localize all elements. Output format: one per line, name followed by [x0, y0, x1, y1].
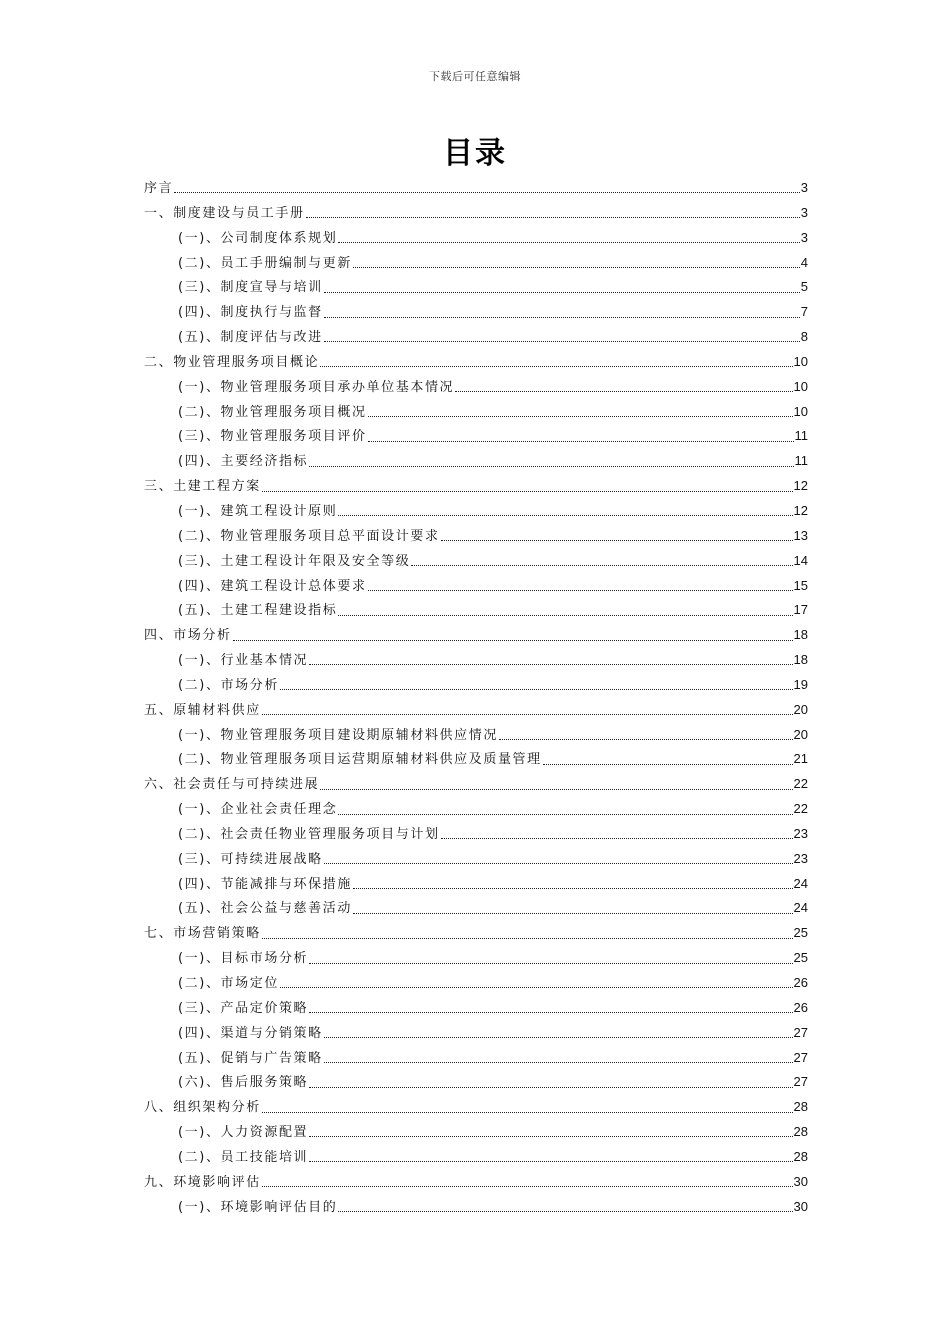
toc-entry-text: (一)、环境影响评估目的 [178, 1199, 338, 1215]
toc-entry-text: (三)、土建工程设计年限及安全等级 [178, 553, 411, 569]
dot-leader [324, 1026, 793, 1040]
toc-section-entry[interactable] [144, 300, 808, 325]
toc-page-number: 28 [793, 1124, 808, 1140]
toc-page-number: 27 [793, 1049, 808, 1065]
dot-leader [368, 430, 794, 444]
dot-leader [262, 1175, 793, 1189]
toc-section-entry[interactable] [144, 524, 808, 549]
toc-page-number: 10 [793, 403, 808, 419]
toc-page-number: 30 [793, 1173, 808, 1189]
toc-page-number: 12 [793, 502, 808, 518]
dot-leader [338, 1200, 792, 1214]
toc-entry-text: (一)、行业基本情况 [178, 653, 309, 669]
dot-leader [320, 355, 792, 369]
dot-leader [309, 1076, 792, 1090]
toc-chapter-entry[interactable] [144, 623, 808, 648]
toc-chapter-entry[interactable] [144, 176, 808, 201]
toc-chapter-entry[interactable] [144, 698, 808, 723]
toc-page-number: 24 [793, 900, 808, 916]
dot-leader [338, 231, 799, 245]
toc-page-number: 21 [793, 751, 808, 767]
toc-entry-text: (五)、社会公益与慈善活动 [178, 901, 352, 917]
dot-leader [338, 604, 792, 618]
dot-leader [309, 952, 792, 966]
toc-section-entry[interactable] [144, 1195, 808, 1220]
toc-entry-text: 八、组织架构分析 [144, 1100, 261, 1116]
dot-leader [338, 803, 792, 817]
toc-chapter-entry[interactable] [144, 201, 808, 226]
toc-entry-text: (一)、物业管理服务项目建设期原辅材料供应情况 [178, 727, 498, 743]
toc-entry-text: (五)、促销与广告策略 [178, 1050, 323, 1066]
dot-leader [174, 181, 800, 195]
toc-entry-text: (二)、员工技能培训 [178, 1149, 309, 1165]
toc-chapter-entry[interactable] [144, 1095, 808, 1120]
toc-section-entry[interactable] [144, 325, 808, 350]
toc-section-entry[interactable] [144, 847, 808, 872]
toc-page-number: 27 [793, 1024, 808, 1040]
dot-leader [324, 1051, 793, 1065]
toc-page-number: 22 [793, 776, 808, 792]
toc-page-number: 19 [793, 676, 808, 692]
toc-page-number: 26 [793, 975, 808, 990]
toc-chapter-entry[interactable] [144, 921, 808, 946]
toc-chapter-entry[interactable] [144, 350, 808, 375]
toc-section-entry[interactable] [144, 449, 808, 474]
dot-leader [499, 728, 793, 742]
toc-entry-text: (四)、建筑工程设计总体要求 [178, 578, 367, 594]
toc-entry-text: 四、市场分析 [144, 628, 232, 644]
dot-leader [441, 827, 793, 841]
toc-section-entry[interactable] [144, 747, 808, 772]
dot-leader [353, 256, 800, 270]
toc-page-number: 14 [793, 552, 808, 568]
toc-entry-text: (二)、员工手册编制与更新 [178, 255, 352, 271]
toc-entry-text: (二)、物业管理服务项目运营期原辅材料供应及质量管理 [178, 752, 542, 768]
toc-entry-text: (二)、社会责任物业管理服务项目与计划 [178, 826, 440, 842]
toc-page-number: 11 [794, 428, 808, 444]
toc-page-number: 30 [793, 1198, 808, 1214]
toc-section-entry[interactable] [144, 723, 808, 748]
toc-section-entry[interactable] [144, 499, 808, 524]
toc-entry-text: 七、市场营销策略 [144, 926, 261, 942]
toc-entry-text: (二)、市场分析 [178, 677, 279, 693]
toc-section-entry[interactable] [144, 673, 808, 698]
toc-section-entry[interactable] [144, 648, 808, 673]
toc-section-entry[interactable] [144, 996, 808, 1021]
toc-page-number: 17 [793, 602, 808, 618]
dot-leader [324, 852, 793, 866]
toc-entry-text: (五)、土建工程建设指标 [178, 603, 338, 619]
dot-leader [338, 504, 792, 518]
toc-page-number: 28 [793, 1099, 808, 1115]
dot-leader [309, 1125, 792, 1139]
toc-page-number: 28 [793, 1148, 808, 1164]
toc-page-number: 15 [793, 577, 808, 593]
toc-section-entry[interactable] [144, 598, 808, 623]
toc-page-number: 10 [793, 378, 808, 394]
toc-section-entry[interactable] [144, 1046, 808, 1071]
dot-leader [262, 703, 793, 717]
toc-page-number: 20 [793, 726, 808, 742]
toc-page-number: 18 [793, 627, 808, 643]
dot-leader [280, 976, 793, 990]
toc-page-number: 12 [793, 478, 808, 494]
toc-page-number: 18 [793, 652, 808, 668]
toc-section-entry[interactable] [144, 1021, 808, 1046]
toc-section-entry[interactable] [144, 797, 808, 822]
dot-leader [262, 927, 793, 941]
toc-section-entry[interactable] [144, 251, 808, 276]
dot-leader [324, 281, 800, 295]
toc-section-entry[interactable] [144, 424, 808, 449]
dot-leader [324, 306, 800, 320]
toc-page-number: 22 [793, 801, 808, 817]
dot-leader [353, 877, 793, 891]
toc-page-number: 11 [794, 453, 808, 469]
toc-section-entry[interactable] [144, 872, 808, 897]
toc-entry-text: 三、土建工程方案 [144, 479, 261, 495]
toc-entry-text: (二)、市场定位 [178, 976, 279, 991]
toc-entry-text: (五)、制度评估与改进 [178, 330, 323, 346]
toc-section-entry[interactable] [144, 400, 808, 425]
toc-section-entry[interactable] [144, 946, 808, 971]
toc-entry-text: 一、制度建设与员工手册 [144, 205, 305, 221]
dot-leader [262, 1101, 793, 1115]
toc-page-number: 10 [793, 353, 808, 369]
dot-leader [309, 1001, 792, 1015]
toc-section-entry[interactable] [144, 1070, 808, 1095]
dot-leader [233, 629, 793, 643]
toc-page-number: 26 [793, 999, 808, 1015]
toc-page-number: 27 [793, 1074, 808, 1090]
toc-entry-text: (一)、企业社会责任理念 [178, 802, 338, 818]
toc-section-entry[interactable] [144, 375, 808, 400]
toc-entry-text: (一)、人力资源配置 [178, 1125, 309, 1141]
dot-leader [411, 554, 792, 568]
table-of-contents [144, 176, 808, 1219]
dot-leader [262, 480, 793, 494]
toc-entry-text: (二)、物业管理服务项目概况 [178, 404, 367, 420]
dot-leader [324, 330, 800, 344]
dot-leader [309, 653, 792, 667]
toc-page-number: 24 [793, 875, 808, 891]
header-note: 下载后可任意编辑 [429, 70, 521, 83]
toc-page-number: 8 [800, 329, 808, 345]
toc-page-number: 25 [793, 925, 808, 941]
toc-entry-text: (四)、渠道与分销策略 [178, 1025, 323, 1041]
dot-leader [368, 405, 793, 419]
toc-page-number: 7 [800, 304, 808, 320]
toc-section-entry[interactable] [144, 822, 808, 847]
toc-page-number: 23 [793, 850, 808, 866]
toc-entry-text: (四)、节能减排与环保措施 [178, 876, 352, 892]
dot-leader [309, 1150, 792, 1164]
dot-leader [309, 455, 793, 469]
dot-leader [280, 678, 793, 692]
toc-section-entry[interactable] [144, 896, 808, 921]
dot-leader [353, 902, 793, 916]
dot-leader [306, 206, 800, 220]
toc-entry-text: (三)、物业管理服务项目评价 [178, 429, 367, 445]
toc-section-entry[interactable] [144, 275, 808, 300]
toc-page-number: 3 [800, 180, 808, 195]
toc-entry-text: (三)、产品定价策略 [178, 1000, 309, 1016]
toc-section-entry[interactable] [144, 574, 808, 599]
toc-chapter-entry[interactable] [144, 474, 808, 499]
dot-leader [320, 778, 792, 792]
toc-entry-text: (六)、售后服务策略 [178, 1075, 309, 1091]
toc-entry-text: 九、环境影响评估 [144, 1174, 261, 1190]
toc-chapter-entry[interactable] [144, 772, 808, 797]
toc-page-number: 4 [800, 254, 808, 270]
toc-entry-text: 二、物业管理服务项目概论 [144, 354, 320, 370]
toc-section-entry[interactable] [144, 971, 808, 996]
toc-entry-text: (四)、主要经济指标 [178, 454, 309, 470]
dot-leader [441, 529, 793, 543]
toc-page-number: 23 [793, 825, 808, 841]
toc-section-entry[interactable] [144, 1145, 808, 1170]
toc-entry-text: 五、原辅材料供应 [144, 702, 261, 718]
toc-section-entry[interactable] [144, 226, 808, 251]
toc-entry-text: (三)、可持续进展战略 [178, 851, 323, 867]
toc-title: 目录 [443, 136, 507, 171]
toc-page-number: 13 [793, 527, 808, 543]
toc-entry-text: (一)、目标市场分析 [178, 951, 309, 967]
toc-entry-text: 序言 [144, 181, 174, 196]
toc-page-number: 25 [793, 950, 808, 966]
toc-entry-text: 六、社会责任与可持续进展 [144, 777, 320, 793]
dot-leader [543, 753, 793, 767]
dot-leader [455, 380, 792, 394]
toc-entry-text: (三)、制度宣导与培训 [178, 280, 323, 296]
toc-entry-text: (一)、建筑工程设计原则 [178, 503, 338, 519]
toc-section-entry[interactable] [144, 1120, 808, 1145]
toc-entry-text: (二)、物业管理服务项目总平面设计要求 [178, 528, 440, 544]
toc-page-number: 20 [793, 701, 808, 717]
toc-entry-text: (一)、物业管理服务项目承办单位基本情况 [178, 379, 455, 395]
toc-page-number: 5 [800, 279, 808, 295]
toc-page-number: 3 [800, 229, 808, 245]
toc-chapter-entry[interactable] [144, 1170, 808, 1195]
toc-page-number: 3 [800, 204, 808, 220]
toc-entry-text: (四)、制度执行与监督 [178, 305, 323, 321]
dot-leader [368, 579, 793, 593]
toc-section-entry[interactable] [144, 549, 808, 574]
toc-entry-text: (一)、公司制度体系规划 [178, 230, 338, 246]
